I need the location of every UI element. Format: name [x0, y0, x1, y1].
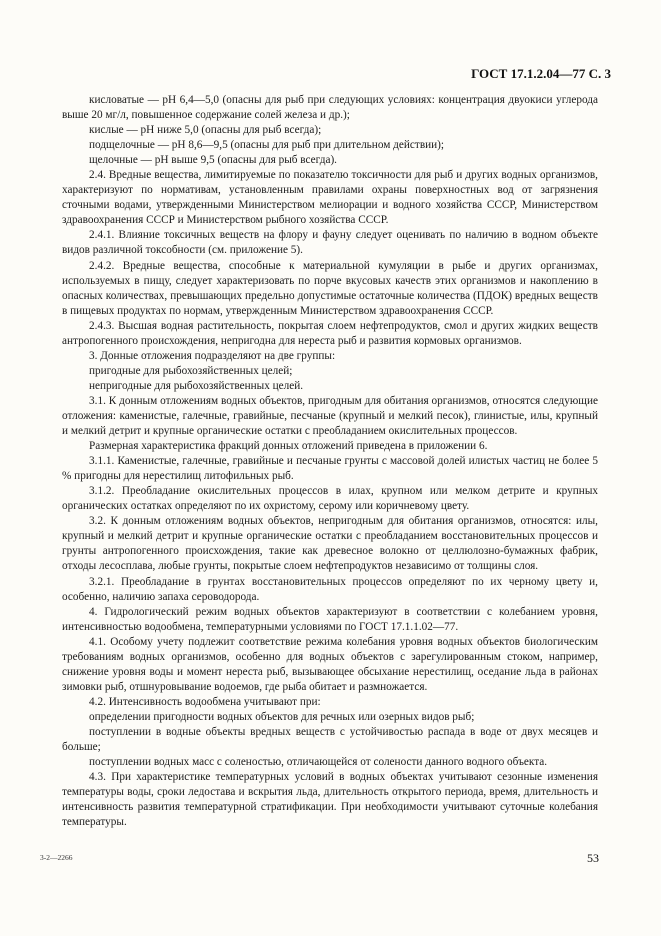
paragraph: 4.1. Особому учету подлежит соответствие режима колебания уровня водных объектов биологическим требованиям водных организмов, особенно для водных объектов с зарегулированным стоком, например, снижение уровня воды и момент нереста рыб, вызывающее обсыхание нерестилищ, оседание льда в районах зимовки рыб, отшнуровывание водоемов, где рыба обитает и размножается.: [62, 635, 598, 693]
page-number: 53: [587, 851, 599, 865]
paragraph: 3.1.1. Каменистые, галечные, гравийные и песчаные грунты с массовой долей илистых частиц не более 5 % пригодны для нерестилищ литофильных рыб.: [62, 455, 598, 483]
paragraph: подщелочные — рН 8,6—9,5 (опасны для рыб при длительном действии);: [89, 139, 445, 152]
paragraph: кисловатые — рН 6,4—5,0 (опасны для рыб при следующих условиях: концентрация двуокиси углерода выше 20 мг/л, повышенное содержание солей железа и др.);: [62, 94, 598, 122]
paragraph: 3.1. К донным отложениям водных объектов, пригодным для обитания организмов, относятся следующие отложения: каменистые, галечные, гравийные, песчаные (крупный и мелкий песок), глинистые, илы, крупный и мелкий детрит и крупные органические остатки с преобладанием окислительных процессов.: [62, 394, 598, 438]
paragraph: 3.1.2. Преобладание окислительных процессов в илах, крупном или мелком детрите и крупных органических остатках определяют по их охристому, серому или коричневому цвету.: [62, 485, 598, 513]
print-code: 3-2—2266: [40, 853, 73, 862]
paragraph: пригодные для рыбохозяйственных целей;: [89, 364, 293, 377]
paragraph: кислые — рН ниже 5,0 (опасны для рыб всегда);: [89, 124, 322, 137]
paragraph: поступлении в водные объекты вредных веществ с устойчивостью распада в воде от двух месяцев и больше;: [62, 725, 598, 754]
paragraph: 2.4.1. Влияние токсичных веществ на флору и фауну следует оценивать по наличию в водном объекте видов различной токсобности (см. приложение 5).: [62, 229, 598, 257]
paragraph: 3.2.1. Преобладание в грунтах восстановительных процессов определяют по их черному цвету и, особенно, наличию запаха сероводорода.: [62, 575, 598, 603]
document-body: [62, 93, 598, 830]
paragraph: 3.2. К донным отложениям водных объектов, непригодным для обитания организмов, относятся: илы, крупный и мелкий детрит и крупные органические остатки с преобладанием восстановительных процессов и грунты антропогенного происхождения, такие как древесное волокно от целлюлозно-бумажных фабрик, отходы лесосплава, любые грунты, покрытые слоем нефтепродуктов независимо от толщины слоя.: [62, 515, 598, 573]
paragraph: поступлении водных масс с соленостью, отличающейся от солености данного водного объекта.: [89, 756, 548, 769]
paragraph: 4.3. При характеристике температурных условий в водных объектах учитывают сезонные изменения температуры воды, сроки ледостава и вскрытия льда, длительность открытого периода, время, длительность и интенсивность развития температурной стратификации. При необходимости учитывают суточные колебания температуры.: [62, 771, 598, 829]
paragraph: 4. Гидрологический режим водных объектов характеризуют в соответствии с колебанием уровня, интенсивностью водообмена, температурными условиями по ГОСТ 17.1.1.02—77.: [62, 605, 598, 633]
paragraph: Размерная характеристика фракций донных отложений приведена в приложении 6.: [89, 440, 488, 453]
page-header: ГОСТ 17.1.2.04—77 С. 3: [471, 66, 611, 81]
paragraph: определении пригодности водных объектов для речных или озерных видов рыб;: [89, 710, 475, 723]
paragraph: 2.4.3. Высшая водная растительность, покрытая слоем нефтепродуктов, смол и других жидких веществ антропогенного происхождения, непригодна для нереста рыб и развития кормовых организмов.: [62, 319, 598, 347]
paragraph: 2.4.2. Вредные вещества, способные к материальной кумуляции в рыбе и других организмах, используемых в пищу, следует характеризовать по порче вкусовых качеств этих организмов и накоплению в опасных количествах, превышающих предельно допустимые остаточные количества (ПДОК) вредных веществ в пищевых продуктах по нормам, утвержденным Министерством здравоохранения СССР.: [62, 259, 598, 317]
paragraph: 2.4. Вредные вещества, лимитируемые по показателю токсичности для рыб и других водных организмов, характеризуют по нормативам, установленным правилами охраны поверхностных вод от загрязнения сточными водами, утвержденными Министерством мелиорации и водного хозяйства СССР, Министерством здравоохранения СССР и Министерством рыбного хозяйства СССР.: [62, 169, 598, 227]
paragraph: 3. Донные отложения подразделяют на две группы:: [89, 349, 336, 362]
paragraph: 4.2. Интенсивность водообмена учитывают при:: [89, 695, 321, 708]
paragraph: щелочные — рН выше 9,5 (опасны для рыб всегда).: [89, 154, 337, 167]
paragraph: непригодные для рыбохозяйственных целей.: [89, 379, 304, 392]
